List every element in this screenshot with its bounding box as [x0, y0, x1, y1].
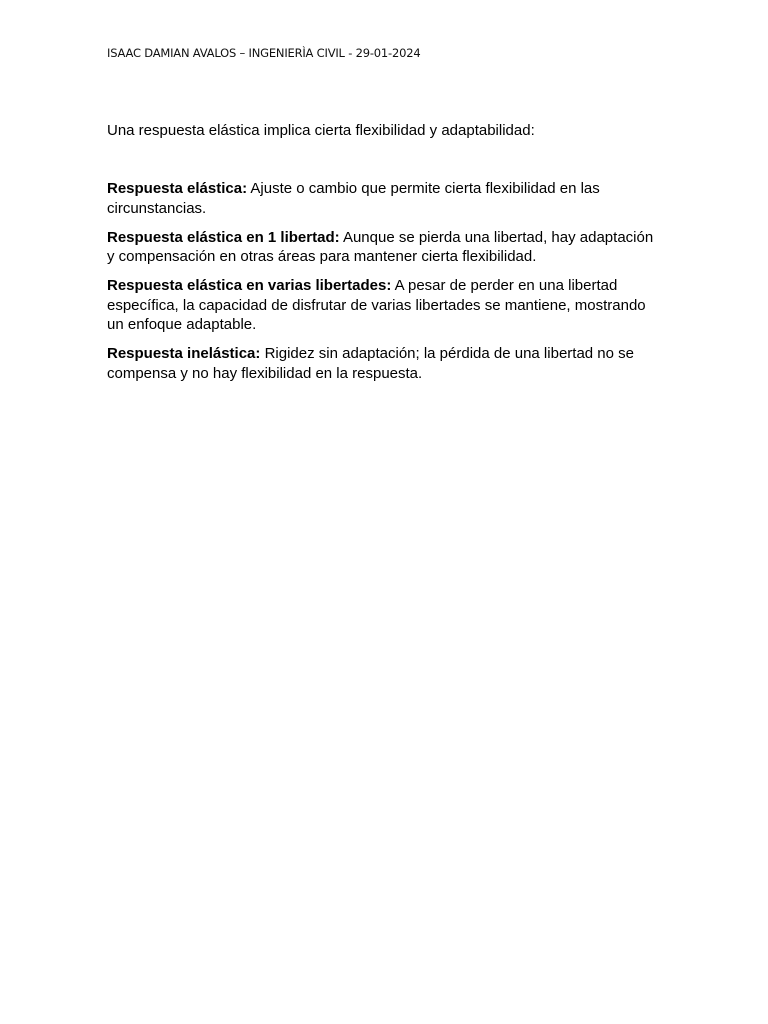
definition-elastic-one-liberty	[107, 228, 662, 267]
definition-text: A pesar de perder en una libertad específica, la capacidad de disfrutar de varias libertades se mantiene, mostrando un enfoque adaptable.	[107, 277, 646, 333]
definition-inelastic	[107, 344, 662, 383]
definition-elastic-several-liberties	[107, 276, 662, 335]
definition-elastic	[107, 179, 662, 218]
definition-text: Aunque se pierda una libertad, hay adaptación y compensación en otras áreas para mantener cierta flexibilidad.	[107, 228, 654, 265]
definition-text: Ajuste o cambio que permite cierta flexibilidad en las circunstancias.	[107, 180, 600, 217]
definition-term: Respuesta elástica:	[107, 180, 248, 197]
intro-paragraph: Una respuesta elástica implica cierta flexibilidad y adaptabilidad:	[107, 122, 535, 139]
definition-term: Respuesta inelástica:	[107, 345, 261, 362]
definition-text: Rigidez sin adaptación; la pérdida de una libertad no se compensa y no hay flexibilidad en la respuesta.	[107, 345, 634, 382]
definition-term: Respuesta elástica en 1 libertad:	[107, 228, 340, 246]
definition-term: Respuesta elástica en varias libertades:	[107, 277, 392, 294]
page-header: ISAAC DAMIAN AVALOS – INGENIERÌA CIVIL - 29-01-2024	[107, 46, 421, 60]
definitions-list	[107, 179, 662, 393]
